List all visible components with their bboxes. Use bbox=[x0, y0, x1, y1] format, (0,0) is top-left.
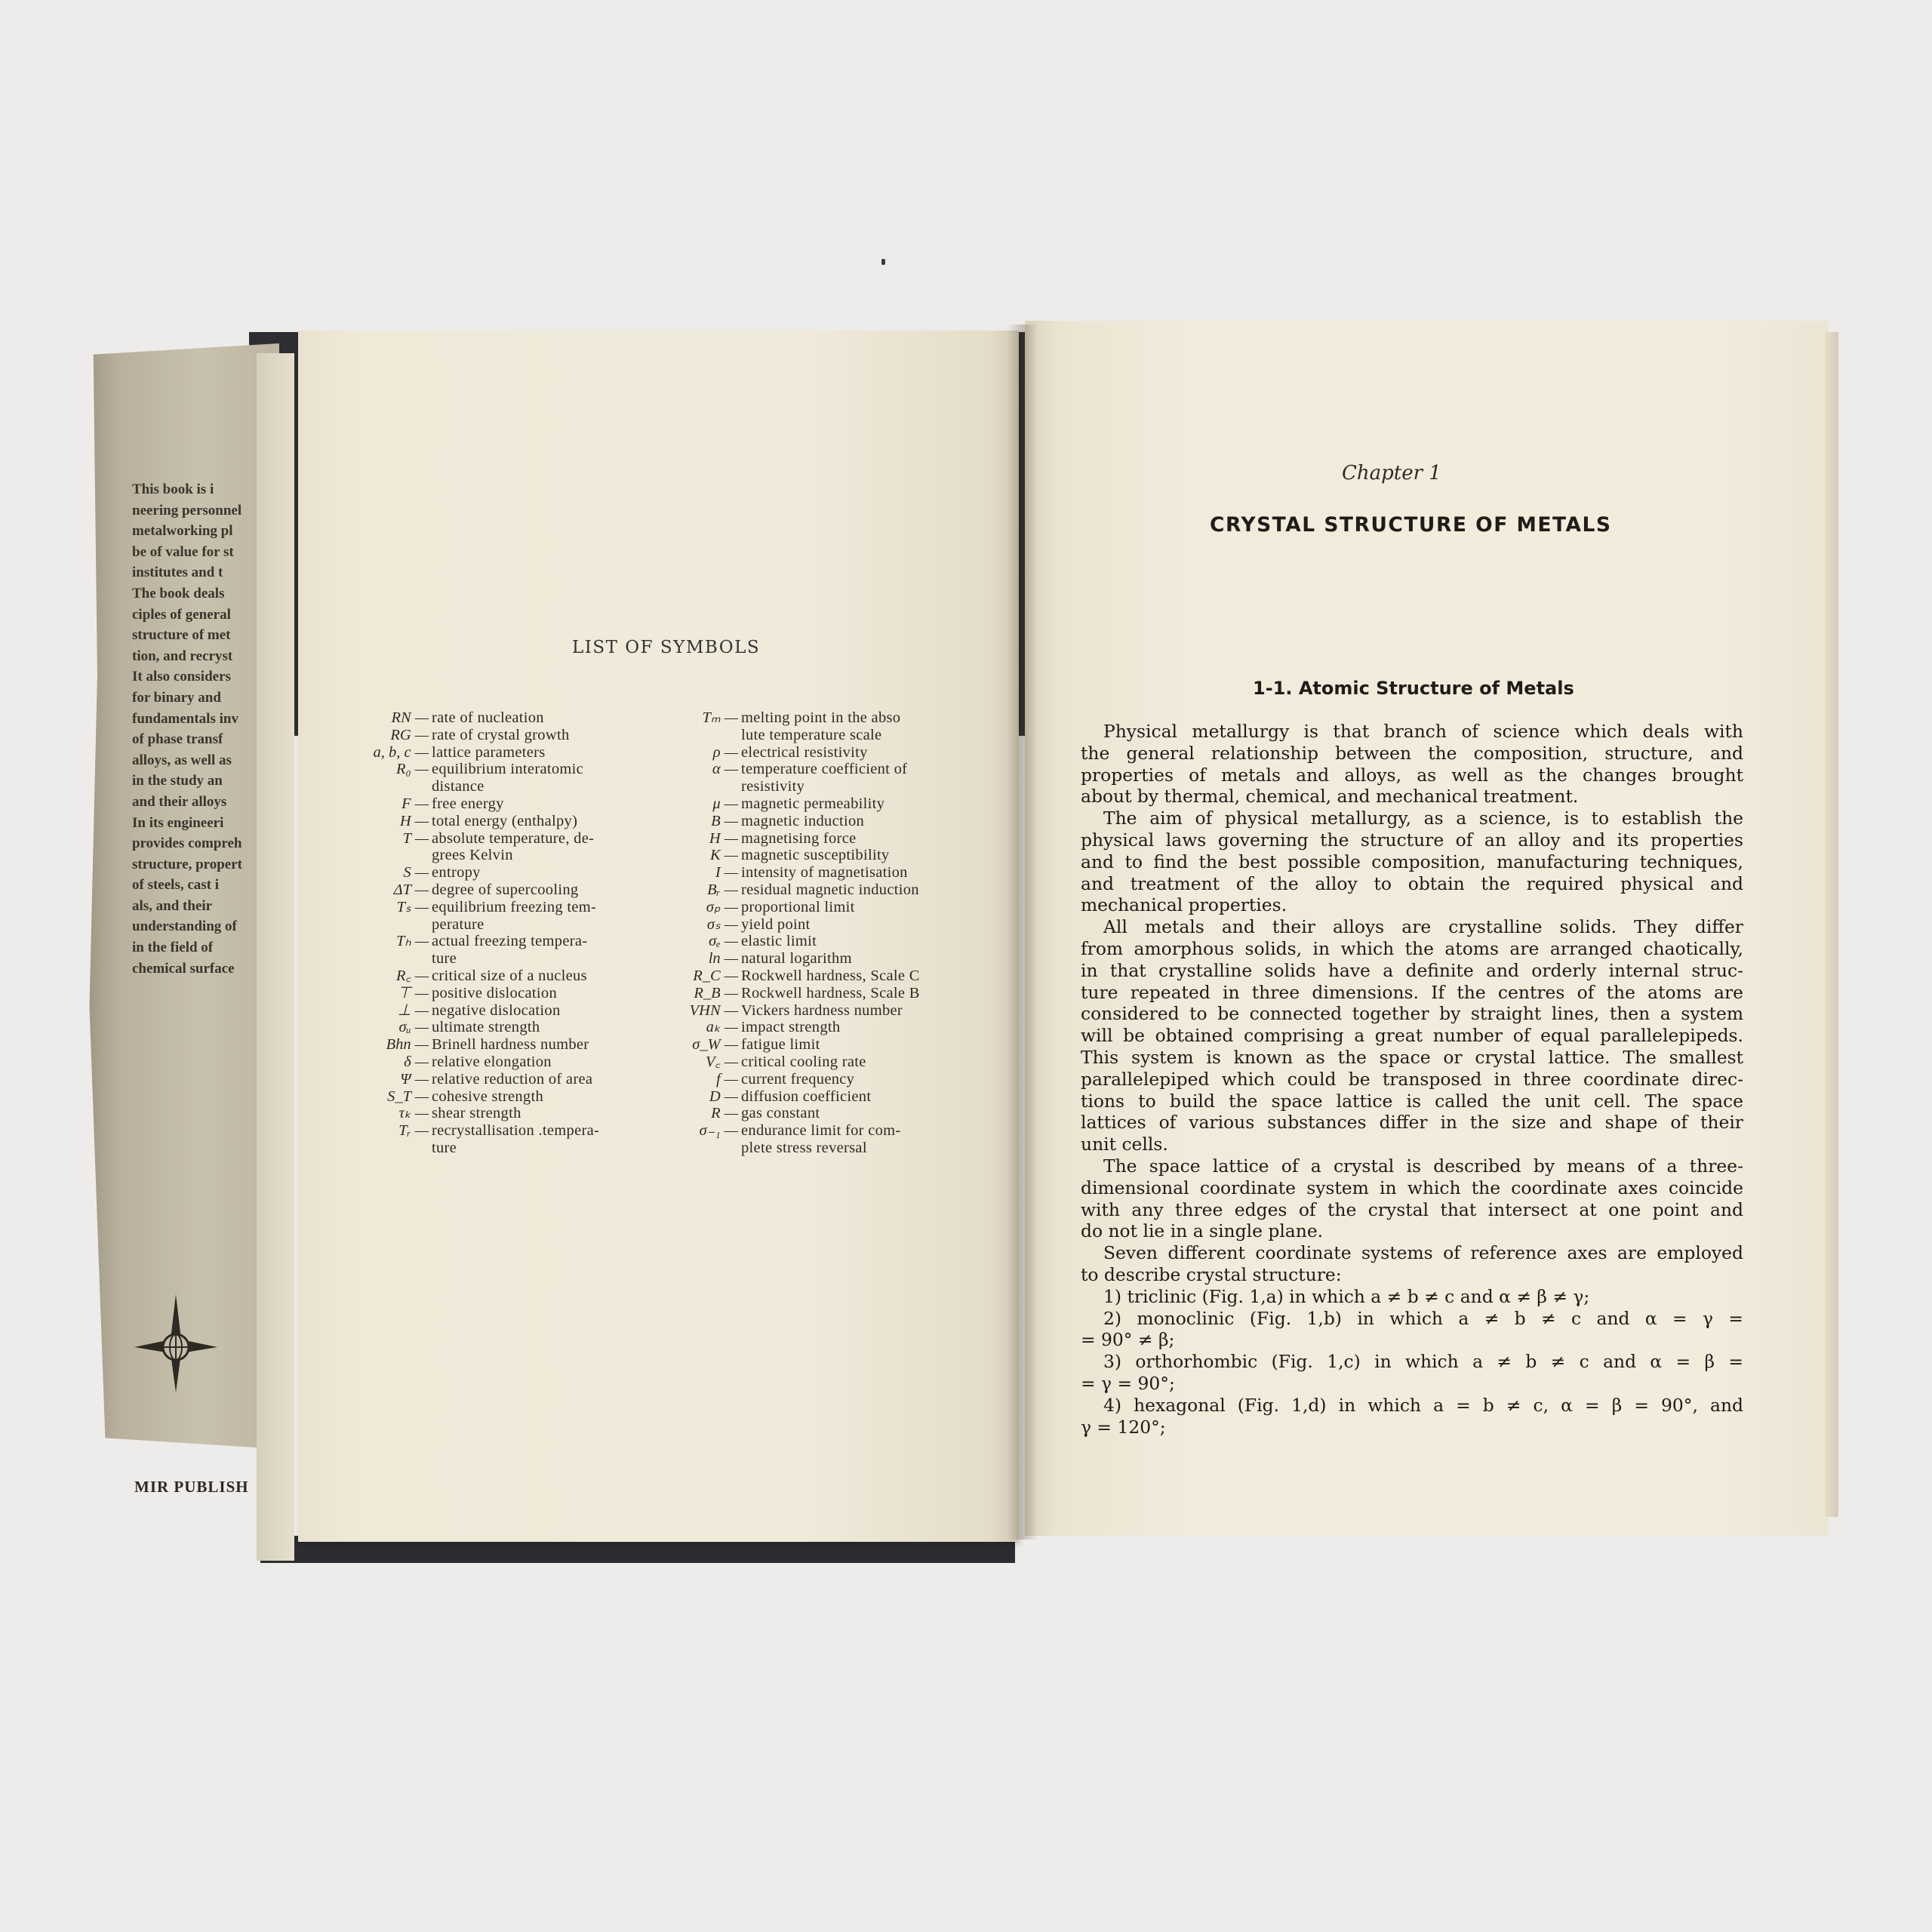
list-of-symbols-title: LIST OF SYMBOLS bbox=[572, 638, 761, 657]
symbol-description bbox=[741, 1036, 977, 1054]
symbol-entry bbox=[664, 1122, 977, 1157]
chapter-label: Chapter 1 bbox=[1342, 462, 1441, 485]
symbol-entry bbox=[355, 744, 649, 761]
symbol-description bbox=[741, 1054, 977, 1071]
body-text-line: = 90° ≠ β; bbox=[1081, 1329, 1175, 1351]
jacket-blurb-line: neering personnel bbox=[132, 502, 242, 518]
symbol-entry bbox=[355, 899, 649, 934]
symbol-description-line: ture bbox=[432, 1139, 457, 1156]
symbol-description bbox=[741, 916, 977, 934]
symbol-description-line: distance bbox=[432, 778, 485, 795]
jacket-blurb-line: be of value for st bbox=[132, 543, 234, 560]
body-text-line: The aim of physical metallurgy, as a science, is to establish the bbox=[1103, 808, 1743, 829]
symbol-description bbox=[432, 1054, 649, 1071]
symbol-entry bbox=[355, 1122, 649, 1157]
symbol: ρ — bbox=[712, 743, 738, 761]
symbol-description bbox=[741, 950, 977, 968]
body-text bbox=[1081, 721, 1743, 1438]
symbol: σₛ — bbox=[706, 915, 738, 933]
symbol-entry bbox=[664, 916, 977, 934]
symbol-description-line: ultimate strength bbox=[432, 1019, 540, 1036]
symbol: T — bbox=[402, 829, 429, 847]
symbol: R — bbox=[711, 1105, 738, 1122]
symbol-entry bbox=[355, 709, 649, 727]
jacket-blurb-line: of steels, cast i bbox=[132, 877, 220, 894]
symbol-description-line: free energy bbox=[432, 795, 504, 812]
body-text-line: mechanical properties. bbox=[1081, 894, 1287, 916]
symbol-entry bbox=[355, 813, 649, 830]
body-text-line: 3) orthorhombic (Fig. 1,c) in which a ≠ b ≠ c and α = β = bbox=[1103, 1351, 1743, 1373]
jacket-blurb-line: and their alloys bbox=[132, 793, 227, 810]
jacket-blurb-line: in the field of bbox=[132, 940, 214, 956]
symbol-entry bbox=[664, 968, 977, 985]
symbol-description-line: absolute temperature, de- bbox=[432, 829, 595, 847]
symbol-description-line: Rockwell hardness, Scale B bbox=[741, 984, 920, 1001]
dust-jacket-blurb bbox=[132, 479, 275, 1008]
jacket-blurb-line: in the study an bbox=[132, 773, 223, 789]
symbol-description bbox=[432, 744, 649, 761]
jacket-blurb-line: The book deals bbox=[132, 585, 225, 601]
symbol: RN — bbox=[391, 709, 429, 726]
jacket-blurb-line: for binary and bbox=[132, 689, 221, 706]
symbol-description bbox=[432, 1122, 649, 1157]
publisher-name: MIR PUBLISH bbox=[134, 1478, 249, 1496]
symbol-description bbox=[741, 899, 977, 916]
body-text-line: ture repeated in three dimensions. If the centres of the atoms are bbox=[1081, 981, 1743, 1003]
symbol: ln — bbox=[708, 950, 738, 968]
symbol-description bbox=[741, 847, 977, 864]
symbol-entry bbox=[664, 761, 977, 795]
symbol-entry bbox=[664, 813, 977, 830]
symbol-description-line: critical size of a nucleus bbox=[432, 967, 587, 984]
symbol-entry bbox=[355, 761, 649, 795]
jacket-blurb-line: This book is i bbox=[132, 481, 214, 497]
symbol-description-line: perature bbox=[432, 915, 485, 933]
symbol: R_B — bbox=[694, 984, 738, 1001]
symbol-description-line: magnetising force bbox=[741, 829, 857, 847]
section-title: 1-1. Atomic Structure of Metals bbox=[1253, 678, 1574, 699]
body-text-line: in that crystalline solids have a definite and orderly internal struc- bbox=[1081, 959, 1743, 981]
jacket-blurb-line: structure, propert bbox=[132, 856, 242, 872]
body-text-line: 2) monoclinic (Fig. 1,b) in which a ≠ b ≠ c and α = γ = bbox=[1103, 1307, 1743, 1329]
symbol-entry bbox=[355, 1036, 649, 1054]
symbol-description-line: critical cooling rate bbox=[741, 1053, 866, 1070]
jacket-blurb-line: ciples of general bbox=[132, 606, 231, 623]
symbol-description bbox=[741, 1071, 977, 1088]
symbol-description bbox=[741, 864, 977, 881]
symbol-description-line: recrystallisation .tempera- bbox=[432, 1122, 600, 1140]
symbol-description-line: temperature coefficient of bbox=[741, 761, 908, 778]
symbol-description bbox=[741, 1019, 977, 1036]
symbol-entry bbox=[664, 1105, 977, 1122]
jacket-blurb-line: tion, and recryst bbox=[132, 648, 233, 664]
symbol-description-line: yield point bbox=[741, 915, 811, 933]
symbol-description-line: fatigue limit bbox=[741, 1036, 820, 1054]
symbol-entry bbox=[664, 1054, 977, 1071]
body-text-line: 4) hexagonal (Fig. 1,d) in which a = b ≠ c, α = β = 90°, and bbox=[1103, 1394, 1743, 1416]
symbol-entry bbox=[355, 985, 649, 1002]
jacket-blurb-line: alloys, as well as bbox=[132, 752, 232, 768]
symbol: R_C — bbox=[693, 967, 738, 984]
symbol-description bbox=[432, 968, 649, 985]
page-stack-left bbox=[257, 353, 294, 1561]
symbol-description bbox=[432, 830, 649, 865]
dust-jacket-text-area bbox=[82, 343, 279, 1496]
jacket-blurb-line: fundamentals inv bbox=[132, 710, 238, 727]
symbol-description-line: equilibrium interatomic bbox=[432, 761, 584, 778]
symbol: H — bbox=[709, 829, 738, 847]
body-text-line: about by thermal, chemical, and mechanical treatment. bbox=[1081, 786, 1579, 808]
symbol-description-line: degree of supercooling bbox=[432, 881, 579, 898]
symbol-description bbox=[432, 1002, 649, 1020]
symbol: R₀ — bbox=[395, 761, 429, 778]
symbol: D — bbox=[709, 1088, 738, 1105]
symbol-entry bbox=[355, 727, 649, 744]
symbol-description-line: total energy (enthalpy) bbox=[432, 812, 578, 829]
symbol-entry bbox=[355, 1105, 649, 1122]
symbol: S_T — bbox=[387, 1088, 429, 1105]
symbol-entry bbox=[355, 881, 649, 899]
symbol-description bbox=[432, 795, 649, 813]
symbol: K — bbox=[709, 847, 738, 864]
symbol: σₑ — bbox=[709, 933, 738, 950]
symbol-entry bbox=[355, 830, 649, 865]
symbol-description-line: lute temperature scale bbox=[741, 726, 882, 743]
symbol-entry bbox=[664, 933, 977, 950]
symbol-description-line: intensity of magnetisation bbox=[741, 864, 908, 881]
body-text-line: = γ = 90°; bbox=[1081, 1372, 1175, 1394]
body-text-line: to describe crystal structure: bbox=[1081, 1263, 1342, 1285]
jacket-blurb-line: of phase transf bbox=[132, 731, 223, 748]
symbol-description bbox=[432, 881, 649, 899]
jacket-blurb-line: structure of met bbox=[132, 627, 231, 644]
symbol-entry bbox=[664, 1088, 977, 1106]
symbol: Bhn — bbox=[386, 1036, 429, 1054]
body-text-line: physical laws governing the structure of an alloy and its properties bbox=[1081, 829, 1743, 851]
symbol-entry bbox=[355, 968, 649, 985]
body-text-line: tions to build the space lattice is called the unit cell. The space bbox=[1081, 1090, 1743, 1112]
symbol-description-line: grees Kelvin bbox=[432, 847, 513, 864]
symbol: Tₘ — bbox=[702, 709, 738, 726]
symbol-description bbox=[432, 1088, 649, 1106]
symbol-description-line: proportional limit bbox=[741, 898, 855, 915]
symbol: aₖ — bbox=[706, 1019, 738, 1036]
body-text-line: unit cells. bbox=[1081, 1134, 1168, 1155]
symbol-description-line: relative elongation bbox=[432, 1053, 552, 1070]
symbol-entry bbox=[664, 985, 977, 1002]
symbol: F — bbox=[401, 795, 429, 812]
symbol: S — bbox=[403, 864, 429, 881]
symbol: RG — bbox=[390, 726, 429, 743]
symbol: ⊥ — bbox=[397, 1001, 429, 1019]
jacket-blurb-line: understanding of bbox=[132, 918, 237, 935]
symbol-description bbox=[741, 985, 977, 1002]
symbol-entry bbox=[355, 1019, 649, 1036]
symbol-entry bbox=[355, 1071, 649, 1088]
symbol-description bbox=[432, 985, 649, 1002]
symbol: σ_W — bbox=[692, 1036, 738, 1054]
symbol-description-line: Rockwell hardness, Scale C bbox=[741, 967, 920, 984]
body-text-line: with any three edges of the crystal that intersect at one point and bbox=[1081, 1198, 1743, 1220]
symbol-description-line: magnetic induction bbox=[741, 812, 865, 829]
publisher-logo-icon bbox=[134, 1294, 217, 1392]
symbol-description-line: cohesive strength bbox=[432, 1088, 543, 1105]
body-text-line: This system is known as the space or crystal lattice. The smallest bbox=[1081, 1046, 1743, 1068]
symbol-description-line: magnetic permeability bbox=[741, 795, 885, 812]
body-text-line: will be obtained comprising a great number of equal parallelepipeds. bbox=[1081, 1025, 1743, 1047]
symbol-description-line: ture bbox=[432, 950, 457, 968]
symbol-entry bbox=[664, 830, 977, 848]
symbol-description bbox=[432, 813, 649, 830]
symbol-description bbox=[741, 744, 977, 761]
symbol: μ — bbox=[712, 795, 738, 812]
body-text-line: 1) triclinic (Fig. 1,a) in which a ≠ b ≠ c and α ≠ β ≠ γ; bbox=[1103, 1285, 1590, 1307]
symbol-entry bbox=[664, 1002, 977, 1020]
symbol-description bbox=[432, 1019, 649, 1036]
symbol-description-line: shear strength bbox=[432, 1105, 521, 1122]
symbol-description-line: rate of nucleation bbox=[432, 709, 544, 726]
symbol-entry bbox=[355, 1088, 649, 1106]
jacket-blurb-line: provides compreh bbox=[132, 835, 242, 852]
symbol-description bbox=[432, 727, 649, 744]
body-text-line: from amorphous solids, in which the atoms are arranged chaotically, bbox=[1081, 937, 1743, 959]
body-text-line: γ = 120°; bbox=[1081, 1416, 1166, 1438]
symbol: Tₛ — bbox=[396, 898, 429, 915]
symbol-description-line: magnetic susceptibility bbox=[741, 847, 890, 864]
symbol: Tᵣ — bbox=[398, 1122, 429, 1140]
symbol-description-line: electrical resistivity bbox=[741, 743, 868, 761]
symbol-description-line: entropy bbox=[432, 864, 481, 881]
symbol-description-line: elastic limit bbox=[741, 933, 817, 950]
symbol-entry bbox=[355, 933, 649, 968]
symbol-entry bbox=[355, 1002, 649, 1020]
symbol-description bbox=[741, 761, 977, 795]
symbol-description-line: relative reduction of area bbox=[432, 1070, 593, 1088]
jacket-blurb-line: institutes and t bbox=[132, 565, 223, 581]
symbol: I — bbox=[715, 864, 738, 881]
symbol-description-line: diffusion coefficient bbox=[741, 1088, 872, 1105]
symbol-description bbox=[432, 761, 649, 795]
symbol-description bbox=[432, 709, 649, 727]
symbol: α — bbox=[712, 761, 738, 778]
symbol-description-line: gas constant bbox=[741, 1105, 820, 1122]
symbol-description bbox=[741, 813, 977, 830]
symbol-entry bbox=[355, 795, 649, 813]
body-text-line: the general relationship between the composition, structure, and bbox=[1081, 742, 1743, 764]
symbol-description bbox=[741, 1105, 977, 1122]
symbol: δ — bbox=[404, 1053, 429, 1070]
symbol-description bbox=[741, 881, 977, 899]
symbol-description bbox=[432, 899, 649, 934]
body-text-line: and to find the best possible composition, manufacturing techniques, bbox=[1081, 851, 1743, 872]
symbol: B — bbox=[711, 812, 738, 829]
jacket-blurb-line: als, and their bbox=[132, 897, 213, 914]
jacket-blurb-line: metalworking pl bbox=[132, 523, 233, 540]
symbol-description bbox=[741, 795, 977, 813]
symbol-description-line: current frequency bbox=[741, 1070, 855, 1088]
symbol-description bbox=[741, 709, 977, 744]
symbol-entry bbox=[664, 744, 977, 761]
body-text-line: and treatment of the alloy to obtain the required physical and bbox=[1081, 872, 1743, 894]
symbol-description-line: natural logarithm bbox=[741, 950, 852, 968]
symbol-description bbox=[432, 864, 649, 881]
jacket-blurb-line: In its engineeri bbox=[132, 814, 224, 831]
symbol: VHN — bbox=[689, 1001, 738, 1019]
symbol: σ₋₁ — bbox=[699, 1122, 738, 1140]
symbol: σᵤ — bbox=[398, 1019, 429, 1036]
symbol-description bbox=[741, 1002, 977, 1020]
symbol-description bbox=[432, 1071, 649, 1088]
symbol-description-line: actual freezing tempera- bbox=[432, 933, 588, 950]
symbol-description-line: plete stress reversal bbox=[741, 1139, 867, 1156]
symbol-entry bbox=[355, 864, 649, 881]
body-text-line: All metals and their alloys are crystalline solids. They differ bbox=[1103, 916, 1743, 938]
symbol-description-line: rate of crystal growth bbox=[432, 726, 570, 743]
jacket-blurb-line: chemical surface bbox=[132, 960, 235, 977]
symbol: f — bbox=[715, 1070, 738, 1088]
symbol: σₚ — bbox=[706, 898, 738, 915]
symbol: R꜀ — bbox=[396, 967, 429, 984]
symbol: ΔT — bbox=[393, 881, 429, 898]
body-text-line: Seven different coordinate systems of reference axes are employed bbox=[1103, 1242, 1743, 1264]
body-text-line: dimensional coordinate system in which the coordinate axes coincide bbox=[1081, 1177, 1743, 1198]
symbol-description-line: resistivity bbox=[741, 778, 805, 795]
symbol-description-line: Brinell hardness number bbox=[432, 1036, 589, 1054]
body-text-line: parallelepiped which could be transposed in three coordinate direc- bbox=[1081, 1068, 1743, 1090]
symbol-description bbox=[432, 933, 649, 968]
body-text-line: considered to be connected together by straight lines, then a system bbox=[1081, 1003, 1743, 1025]
symbol-description-line: endurance limit for com- bbox=[741, 1122, 901, 1140]
body-text-line: properties of metals and alloys, as well as the changes brought bbox=[1081, 764, 1743, 786]
body-text-line: lattices of various substances differ in the size and shape of their bbox=[1081, 1112, 1743, 1134]
symbol-entry bbox=[664, 1036, 977, 1054]
symbol: V꜀ — bbox=[706, 1053, 738, 1070]
symbol-entry bbox=[664, 1071, 977, 1088]
symbol-entry bbox=[664, 864, 977, 881]
symbol: Ψ — bbox=[400, 1070, 429, 1088]
symbol-description bbox=[741, 830, 977, 848]
symbol-description-line: Vickers hardness number bbox=[741, 1001, 903, 1019]
symbols-column-1 bbox=[355, 709, 649, 1157]
body-text-line: do not lie in a single plane. bbox=[1081, 1220, 1324, 1242]
symbol-description bbox=[741, 933, 977, 950]
symbol-description-line: equilibrium freezing tem- bbox=[432, 898, 597, 915]
body-text-line: Physical metallurgy is that branch of science which deals with bbox=[1103, 721, 1743, 742]
symbol-description-line: lattice parameters bbox=[432, 743, 546, 761]
jacket-blurb-line: It also considers bbox=[132, 669, 231, 685]
symbol: Bᵣ — bbox=[707, 881, 738, 898]
symbol-description-line: residual magnetic induction bbox=[741, 881, 919, 898]
symbol-entry bbox=[355, 1054, 649, 1071]
symbol-description bbox=[432, 1105, 649, 1122]
symbol-entry bbox=[664, 881, 977, 899]
symbols-column-2 bbox=[664, 709, 977, 1157]
symbol-entry bbox=[664, 847, 977, 864]
chapter-title: CRYSTAL STRUCTURE OF METALS bbox=[1210, 513, 1612, 537]
page-stack-right bbox=[1825, 332, 1838, 1517]
symbol-description-line: impact strength bbox=[741, 1019, 841, 1036]
symbol-description bbox=[432, 1036, 649, 1054]
spine-gutter bbox=[1008, 325, 1038, 1540]
symbol-description-line: negative dislocation bbox=[432, 1001, 561, 1019]
symbol-description bbox=[741, 1088, 977, 1106]
symbol: a, b, c — bbox=[373, 743, 429, 761]
symbol: H — bbox=[399, 812, 429, 829]
symbol: τₖ — bbox=[398, 1105, 429, 1122]
symbol-entry bbox=[664, 1019, 977, 1036]
dust-speck bbox=[881, 259, 885, 265]
symbol-entry bbox=[664, 899, 977, 916]
symbol-description-line: positive dislocation bbox=[432, 984, 557, 1001]
symbol-description bbox=[741, 1122, 977, 1157]
symbol: Tₕ — bbox=[395, 933, 429, 950]
symbol-description-line: melting point in the abso bbox=[741, 709, 901, 726]
symbol-entry bbox=[664, 950, 977, 968]
symbol-description bbox=[741, 968, 977, 985]
body-text-line: The space lattice of a crystal is described by means of a three- bbox=[1103, 1155, 1743, 1177]
symbol-entry bbox=[664, 709, 977, 744]
symbol-entry bbox=[664, 795, 977, 813]
symbol: ⊤ — bbox=[397, 984, 429, 1001]
